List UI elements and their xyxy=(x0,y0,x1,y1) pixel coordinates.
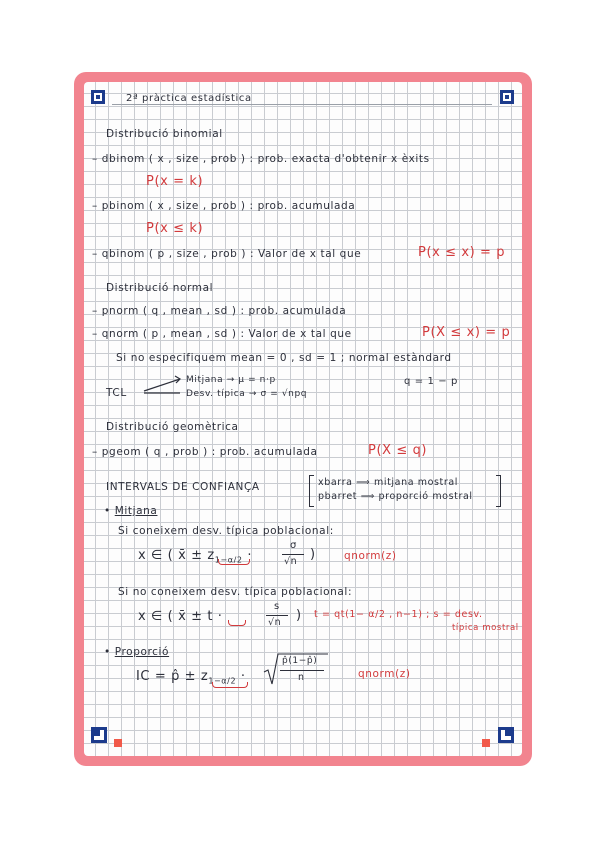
known-frac-bar xyxy=(282,554,304,555)
notebook-logo-icon xyxy=(500,90,514,104)
proporcio-label: • Proporció xyxy=(104,646,170,658)
corner-marker xyxy=(482,739,490,747)
standard-note: Si no especifiquem mean = 0 , sd = 1 ; normal estàndard xyxy=(116,352,452,364)
unknown-formula: x ∈ ( x̄ ± t · xyxy=(138,609,223,624)
pbinom-line: – pbinom ( x , size , prob ) : prob. acumulada xyxy=(92,200,356,212)
ic-z-underline xyxy=(212,682,248,688)
ic-formula: IC = p̂ ± $z_{1-\alpha/2}$ · xyxy=(136,669,246,686)
known-close-paren: ) xyxy=(310,547,316,562)
ic-frac-den: n xyxy=(298,672,305,683)
unknown-frac-num: s xyxy=(274,601,280,612)
known-z-underline xyxy=(218,559,250,565)
dbinom-formula: P(x = k) xyxy=(146,174,204,189)
unknown-close-paren: ) xyxy=(296,608,302,623)
notebook-logo-icon xyxy=(91,90,105,104)
unknown-s-def: típica mostral xyxy=(452,623,519,633)
page-title: 2ª pràctica estadística xyxy=(126,93,252,104)
pbinom-formula: P(x ≤ k) xyxy=(146,221,204,236)
ic-qnorm: qnorm(z) xyxy=(358,668,411,680)
qbinom-line: – qbinom ( p , size , prob ) : Valor de x tal que xyxy=(92,248,362,260)
unknown-sd-text: Si no coneixem desv. típica poblacional: xyxy=(118,586,353,598)
mitjana-label: • Mitjana xyxy=(104,505,158,517)
tcl-label: TCL xyxy=(106,387,127,399)
unknown-t-def: t = qt(1− α/2 , n−1) ; s = desv. xyxy=(314,609,483,620)
notebook-logo-icon xyxy=(91,727,107,743)
unknown-frac-den: √n xyxy=(268,617,282,628)
ic-frac-num: p̂(1−p̂) xyxy=(282,656,318,666)
bracket-right xyxy=(496,475,501,507)
unknown-frac-bar xyxy=(266,615,288,616)
q-definition: q = 1 − p xyxy=(404,376,458,387)
tcl-mean: Mitjana → μ = n·p xyxy=(186,375,276,385)
normal-heading: Distribució normal xyxy=(106,282,214,294)
ic-frac-bar xyxy=(280,670,324,671)
dbinom-line: – dbinom ( x , size , prob ) : prob. exacta d'obtenir x èxits xyxy=(92,153,430,165)
pgeom-formula: P(X ≤ q) xyxy=(368,443,428,458)
branch-arrow-icon xyxy=(142,375,184,397)
geometric-heading: Distribució geomètrica xyxy=(106,421,239,433)
bracket-left xyxy=(309,475,314,507)
intervals-heading: INTERVALS DE CONFIANÇA xyxy=(106,481,260,493)
qbinom-formula: P(x ≤ x) = p xyxy=(418,245,506,260)
notebook-logo-icon xyxy=(498,727,514,743)
corner-marker xyxy=(114,739,122,747)
binomial-heading: Distribució binomial xyxy=(106,128,223,140)
known-formula: x ∈ ( x̄ ± $z_{1-\alpha/2}$ · xyxy=(138,548,253,565)
known-qnorm: qnorm(z) xyxy=(344,550,397,562)
known-frac-num: σ xyxy=(290,540,297,551)
unknown-t-underline xyxy=(228,620,246,626)
qnorm-line: – qnorm ( p , mean , sd ) : Valor de x tal que xyxy=(92,328,352,340)
qnorm-formula: P(X ≤ x) = p xyxy=(422,325,511,340)
xbarra-def: xbarra ⟹ mitjana mostral xyxy=(318,477,459,488)
known-frac-den: √n xyxy=(284,556,298,567)
tcl-sd: Desv. típica → σ = √npq xyxy=(186,389,308,399)
pgeom-line: – pgeom ( q , prob ) : prob. acumulada xyxy=(92,446,318,458)
pbarret-def: pbarret ⟹ proporció mostral xyxy=(318,491,473,502)
known-sd-text: Si coneixem desv. típica poblacional: xyxy=(118,525,334,537)
pnorm-line: – pnorm ( q , mean , sd ) : prob. acumulada xyxy=(92,305,347,317)
